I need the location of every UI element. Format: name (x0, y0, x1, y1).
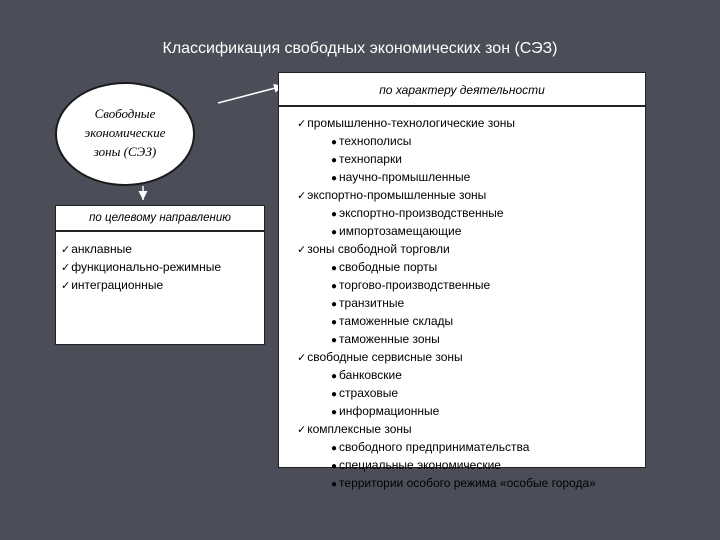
check-icon: ✓ (297, 118, 307, 130)
activity-subitem-label: таможенные зоны (339, 332, 440, 346)
bullet-icon: ● (331, 173, 338, 184)
activity-group-label: промышленно-технологические зоны (307, 116, 516, 130)
bullet-icon: ● (331, 209, 338, 220)
activity-subitem-label: технополисы (339, 134, 412, 148)
check-icon: ✓ (61, 280, 71, 292)
bullet-icon: ● (331, 371, 338, 382)
purpose-item-label: интеграционные (71, 278, 164, 292)
activity-subitem-label: информационные (339, 404, 440, 418)
purpose-box (55, 205, 265, 345)
activity-subitem (279, 151, 645, 169)
check-icon: ✓ (297, 424, 307, 436)
activity-subitem-label: транзитные (339, 296, 405, 310)
activity-subitem-label: территории особого режима «особые города» (339, 476, 596, 490)
activity-subitem (279, 367, 645, 385)
activity-subitem-label: специальные экономические (339, 458, 501, 472)
activity-group (279, 241, 645, 259)
check-icon: ✓ (297, 352, 307, 364)
activity-box (278, 72, 646, 490)
bullet-icon: ● (331, 389, 338, 400)
activity-group (279, 421, 645, 439)
activity-subitem (279, 223, 645, 241)
bullet-icon: ● (331, 443, 338, 454)
diagram-title: Классификация свободных экономических зон (СЭЗ) (162, 40, 558, 57)
bullet-icon: ● (331, 227, 338, 238)
bullet-icon: ● (331, 155, 338, 166)
activity-subitem (279, 259, 645, 277)
activity-subitem (279, 133, 645, 151)
activity-subitem (279, 331, 645, 349)
activity-subitem-label: свободные порты (339, 260, 438, 274)
check-icon: ✓ (297, 244, 307, 256)
sez-node (55, 82, 195, 186)
activity-subitem (279, 457, 645, 475)
bullet-icon: ● (331, 335, 338, 346)
purpose-item-label: функционально-режимные (71, 260, 222, 274)
activity-subitem (279, 295, 645, 313)
activity-group-label: экспортно-промышленные зоны (307, 188, 487, 202)
activity-subitem-label: свободного предпринимательства (339, 440, 530, 454)
activity-group-label: комплексные зоны (307, 422, 412, 436)
purpose-list (56, 232, 264, 295)
activity-subitem (279, 439, 645, 457)
activity-subitem-label: банковские (339, 368, 402, 382)
activity-subitem-label: торгово-производственные (339, 278, 491, 292)
purpose-item (56, 241, 264, 259)
activity-group (279, 187, 645, 205)
bullet-icon: ● (331, 137, 338, 148)
bullet-icon: ● (331, 317, 338, 328)
activity-group (279, 349, 645, 367)
bullet-icon: ● (331, 461, 338, 472)
activity-box-header: по характеру деятельности (279, 73, 645, 107)
bullet-icon: ● (331, 281, 338, 292)
purpose-item-label: анклавные (71, 242, 132, 256)
bullet-icon: ● (331, 407, 338, 418)
purpose-item (56, 259, 264, 277)
check-icon: ✓ (61, 262, 71, 274)
activity-subitem (279, 475, 645, 493)
activity-group (279, 115, 645, 133)
activity-subitem (279, 205, 645, 223)
purpose-box-header: по целевому направлению (56, 206, 264, 232)
activity-group-label: свободные сервисные зоны (307, 350, 463, 364)
check-icon: ✓ (297, 190, 307, 202)
purpose-item (56, 277, 264, 295)
activity-group-label: зоны свободной торговли (307, 242, 450, 256)
activity-subitem-label: таможенные склады (339, 314, 454, 328)
activity-subitem-label: страховые (339, 386, 399, 400)
activity-subitem (279, 385, 645, 403)
activity-subitem (279, 313, 645, 331)
activity-subitem (279, 277, 645, 295)
activity-subitem-label: импортозамещающие (339, 224, 462, 238)
bullet-icon: ● (331, 299, 338, 310)
activity-subitem-label: экспортно-производственные (339, 206, 504, 220)
check-icon: ✓ (61, 244, 71, 256)
sez-node-label: Свободные экономические зоны (СЭЗ) (84, 105, 166, 159)
bullet-icon: ● (331, 479, 338, 490)
activity-list (279, 107, 645, 493)
activity-subitem (279, 403, 645, 421)
bullet-icon: ● (331, 263, 338, 274)
activity-subitem-label: научно-промышленные (339, 170, 471, 184)
arrow-to-activity-box (218, 86, 283, 103)
activity-subitem-label: технопарки (339, 152, 402, 166)
activity-subitem (279, 169, 645, 187)
